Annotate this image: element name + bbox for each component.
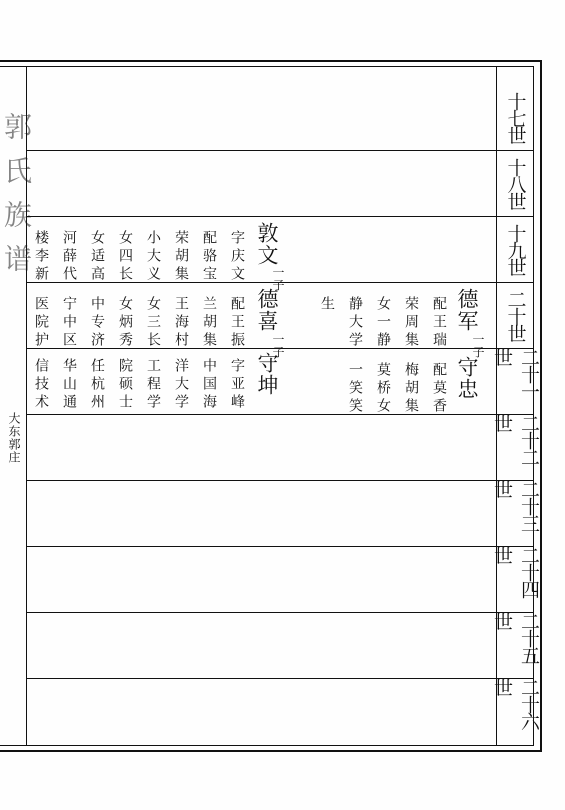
spine-title: 郭氏族谱	[0, 112, 33, 288]
table-left-border	[26, 66, 27, 746]
row-divider	[26, 546, 534, 547]
note-dexi: 中专济	[89, 296, 105, 350]
note-dexi: 配王振	[229, 296, 245, 350]
note-dunwen: 字庆文	[229, 230, 245, 284]
note-shoukun: 任杭州	[89, 358, 105, 412]
row-divider	[26, 612, 534, 613]
person-name-shouzhong: 守忠	[455, 356, 479, 400]
note-shouzhong: 配莫香	[431, 362, 447, 416]
generation-label: 二十世	[504, 289, 527, 341]
note-dexi: 王海村	[173, 296, 189, 350]
row-divider	[26, 678, 534, 679]
note-dunwen: 荣胡集	[173, 230, 189, 284]
spine-location: 大东郭庄	[7, 412, 21, 464]
generation-label: 十七世	[504, 91, 527, 143]
note-dexi: 女炳秀	[117, 296, 133, 350]
note-dunwen: 女四长	[117, 230, 133, 284]
generation-label: 二十四世	[491, 546, 540, 597]
note-dexi: 医院护	[33, 296, 49, 350]
note-dunwen: 女适高	[89, 230, 105, 284]
note-dejun: 女一静	[375, 296, 391, 350]
note-shoukun: 院硕士	[117, 358, 133, 412]
note-shoukun: 信技术	[33, 358, 49, 412]
person-name-dunwen: 敦文	[255, 222, 279, 266]
note-shouzhong: 梅胡集	[403, 362, 419, 416]
note-dexi: 女三长	[145, 296, 161, 350]
generation-label: 二十六世	[491, 678, 540, 729]
note-dejun: 配王瑞	[431, 296, 447, 350]
generation-label: 二十二世	[491, 414, 540, 465]
generation-label: 十九世	[504, 223, 527, 275]
sons-count: 一子	[271, 333, 285, 359]
note-dunwen: 河薛代	[61, 230, 77, 284]
note-shoukun: 工程学	[145, 358, 161, 412]
note-dunwen: 配骆宝	[201, 230, 217, 284]
row-divider	[26, 480, 534, 481]
note-dejun: 生	[319, 296, 335, 314]
person-name-shoukun: 守坤	[255, 352, 279, 396]
note-shouzhong: 莫桥女	[375, 362, 391, 416]
row-divider	[26, 414, 534, 415]
note-shouzhong: 一笑笑	[347, 362, 363, 416]
generation-label: 十八世	[504, 157, 527, 209]
note-dexi: 宁中区	[61, 296, 77, 350]
note-shoukun: 中国海	[201, 358, 217, 412]
generation-label: 二十三世	[491, 480, 540, 531]
note-shoukun: 华山通	[61, 358, 77, 412]
generation-label: 二十一世	[491, 348, 540, 399]
sons-count: 一子	[271, 266, 285, 292]
row-divider	[26, 216, 534, 217]
row-divider	[26, 150, 534, 151]
person-name-dexi: 德喜	[255, 288, 279, 332]
note-shoukun: 字亚峰	[229, 358, 245, 412]
note-dunwen: 小大义	[145, 230, 161, 284]
note-dejun: 静大学	[347, 296, 363, 350]
sons-count: 一子	[471, 333, 485, 359]
page-inner-border	[0, 66, 540, 746]
note-dexi: 兰胡集	[201, 296, 217, 350]
person-name-dejun: 德军	[455, 288, 479, 332]
note-shoukun: 洋大学	[173, 358, 189, 412]
generation-label: 二十五世	[491, 612, 540, 663]
note-dejun: 荣周集	[403, 296, 419, 350]
note-dunwen: 楼李新	[33, 230, 49, 284]
